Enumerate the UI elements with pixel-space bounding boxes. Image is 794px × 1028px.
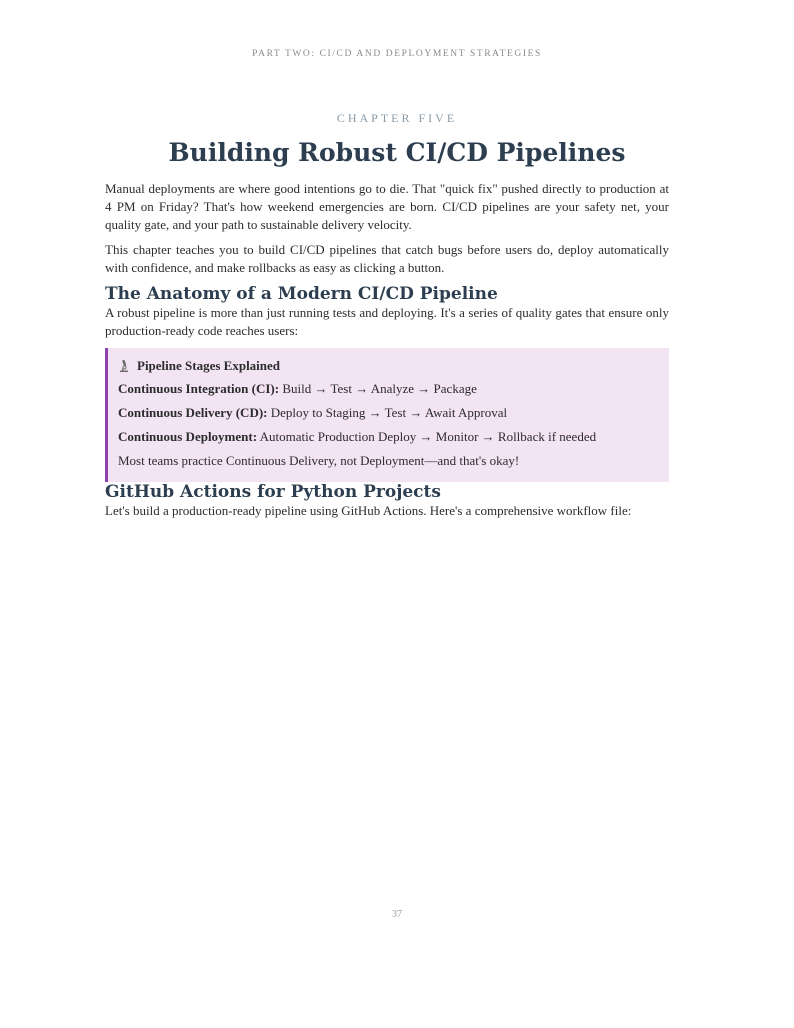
ci-stage-text: Build → Test → Analyze → Package xyxy=(282,381,477,396)
cd-stage-line xyxy=(118,404,659,422)
section-heading-anatomy: The Anatomy of a Modern CI/CD Pipeline xyxy=(105,284,498,304)
callout-title-text: Pipeline Stages Explained xyxy=(137,358,281,373)
cd-stage-label: Continuous Delivery (CD): xyxy=(118,405,268,420)
intro-paragraph-2: This chapter teaches you to build CI/CD pipelines that catch bugs before users do, deploy automatically with confidence, and make rollbacks as easy as clicking a button. xyxy=(105,242,669,275)
cd-stage-text: Deploy to Staging → Test → Await Approval xyxy=(270,405,508,420)
github-actions-paragraph: Let's build a production-ready pipeline using GitHub Actions. Here's a comprehensive workflow file: xyxy=(105,503,632,518)
ci-stage-label: Continuous Integration (CI): xyxy=(118,381,280,396)
pipeline-stages-callout xyxy=(105,348,669,482)
running-header: PART TWO: CI/CD AND DEPLOYMENT STRATEGIES xyxy=(252,49,542,59)
section-heading-github-actions: GitHub Actions for Python Projects xyxy=(105,482,441,502)
chapter-content xyxy=(105,180,669,527)
callout-note: Most teams practice Continuous Delivery, not Deployment—and that's okay! xyxy=(118,453,520,468)
intro-paragraph-1: Manual deployments are where good intentions go to die. That "quick fix" pushed directly to production at 4 PM on Friday? That's how weekend emergencies are born. CI/CD pipelines are your safety net, your quality gate, and your path to sustainable delivery velocity. xyxy=(105,181,669,232)
deployment-stage-label: Continuous Deployment: xyxy=(118,429,258,444)
deployment-stage-text: Automatic Production Deploy → Monitor → Rollback if needed xyxy=(259,429,597,444)
microscope-icon xyxy=(118,359,130,373)
chapter-title: Building Robust CI/CD Pipelines xyxy=(168,138,626,167)
deployment-stage-line xyxy=(118,428,659,446)
anatomy-paragraph: A robust pipeline is more than just running tests and deploying. It's a series of quality gates that ensure only production-ready code reaches users: xyxy=(105,305,669,338)
callout-title xyxy=(118,358,659,374)
page-number: 37 xyxy=(392,909,402,920)
ci-stage-line xyxy=(118,380,659,398)
chapter-label: CHAPTER FIVE xyxy=(336,111,458,125)
